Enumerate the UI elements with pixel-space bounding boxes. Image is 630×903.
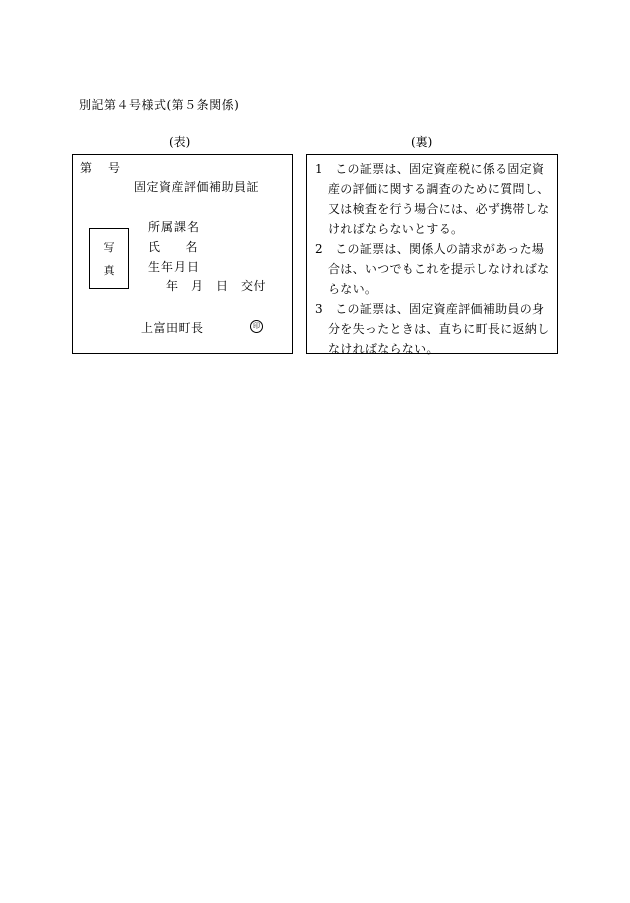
photo-label-top: 写: [103, 241, 115, 254]
back-side-label: (裏): [411, 135, 433, 149]
front-side-label: (表): [169, 135, 191, 149]
form-title: 別記第４号様式(第５条関係): [79, 98, 240, 112]
photo-label-bottom: 真: [103, 264, 115, 277]
card-number-label: 第 号: [80, 161, 123, 175]
issuer-name: 上富田町長: [141, 321, 204, 335]
name-label: 氏 名: [148, 240, 199, 254]
back-note-2: 2 この証票は、関係人の請求があった場合は、いつでもこれを提示しなければならない。: [315, 242, 550, 296]
card-front: [72, 154, 293, 354]
card-back: [306, 154, 558, 354]
photo-placeholder: [89, 228, 129, 289]
card-heading: 固定資産評価補助員証: [134, 180, 260, 194]
department-label: 所属課名: [148, 220, 201, 234]
seal-icon: 印: [250, 320, 263, 333]
birthdate-label: 生年月日: [148, 260, 201, 274]
back-note-1: 1 この証票は、固定資産税に係る固定資産の評価に関する調査のために質問し、又は検査を行う場合には、必ず携帯しなければならないとする。: [315, 162, 550, 236]
issue-date-label: 年 月 日 交付: [166, 279, 267, 293]
back-note-3: 3 この証票は、固定資産評価補助員の身分を失ったときは、直ちに町長に返納しなければならない。: [315, 302, 550, 356]
